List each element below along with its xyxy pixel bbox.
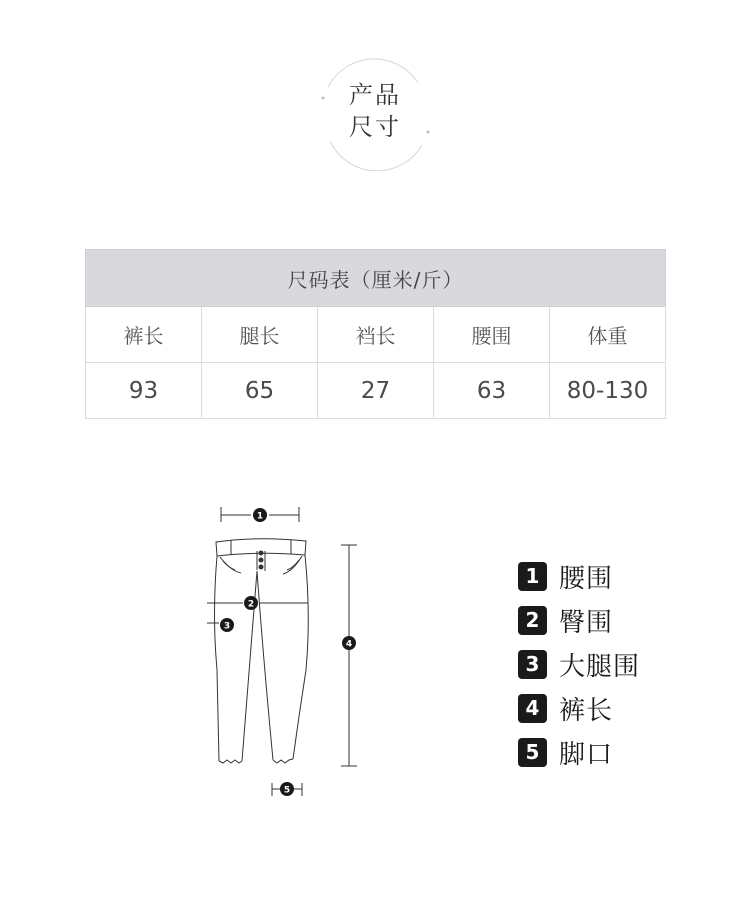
- legend-number-badge: 1: [518, 562, 547, 591]
- marker-hip: [244, 596, 258, 610]
- marker-label-5: 5: [283, 785, 291, 796]
- table-header-row: [86, 307, 666, 363]
- table-caption-row: [86, 250, 666, 307]
- title-line-2: 尺寸: [349, 113, 401, 141]
- table-values-row: [86, 363, 666, 419]
- marker-label-4: 4: [345, 639, 353, 650]
- legend-number-badge: 2: [518, 606, 547, 635]
- legend-item-hip: [518, 598, 640, 642]
- table-caption: 尺码表（厘米/斤）: [86, 250, 666, 307]
- value-cell-waist: 63: [434, 363, 550, 419]
- header-cell-waist: 腰围: [434, 307, 550, 363]
- legend-label: 裤长: [559, 695, 614, 726]
- marker-hem: [280, 782, 294, 796]
- value-cell-rise: 27: [318, 363, 434, 419]
- legend-label: 脚口: [559, 739, 614, 770]
- legend-number-badge: 4: [518, 694, 547, 723]
- legend-item-thigh: [518, 642, 640, 686]
- header-cell-leg-length: 腿长: [202, 307, 318, 363]
- size-table: [85, 249, 666, 419]
- marker-length: [342, 636, 356, 650]
- title-badge: [318, 57, 432, 171]
- measurement-legend: [518, 554, 640, 774]
- marker-thigh: [220, 618, 234, 632]
- value-cell-leg-length: 65: [202, 363, 318, 419]
- marker-waist: [253, 508, 267, 522]
- legend-number-badge: 5: [518, 738, 547, 767]
- value-cell-pants-length: 93: [86, 363, 202, 419]
- value-cell-weight: 80-130: [550, 363, 666, 419]
- pants-diagram: [195, 495, 375, 805]
- legend-number-badge: 3: [518, 650, 547, 679]
- marker-label-2: 2: [247, 599, 255, 610]
- legend-item-waist: [518, 554, 640, 598]
- legend-item-length: [518, 686, 640, 730]
- header-cell-weight: 体重: [550, 307, 666, 363]
- pants-illustration: [195, 495, 375, 805]
- legend-item-hem: [518, 730, 640, 774]
- page-title: [318, 79, 432, 143]
- legend-label: 大腿围: [559, 651, 641, 682]
- legend-label: 臀围: [559, 607, 614, 638]
- header-cell-rise: 裆长: [318, 307, 434, 363]
- header-cell-pants-length: 裤长: [86, 307, 202, 363]
- legend-label: 腰围: [559, 563, 614, 594]
- marker-label-1: 1: [256, 511, 264, 522]
- title-line-1: 产品: [349, 81, 401, 109]
- marker-label-3: 3: [223, 621, 231, 632]
